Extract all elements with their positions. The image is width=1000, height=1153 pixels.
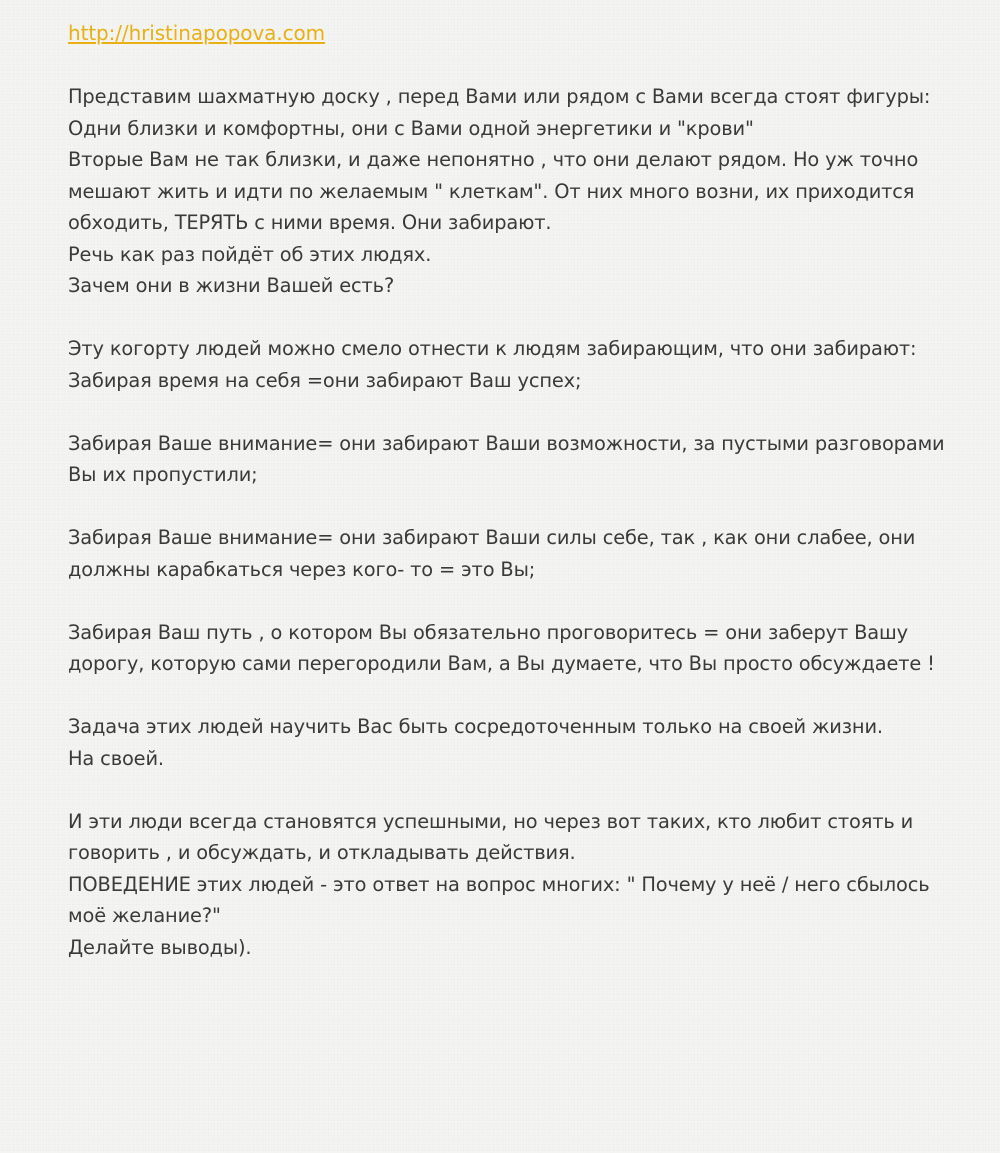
paragraph-opportunities: Забирая Ваше внимание= они забирают Ваши возможности, за пустыми разговорами Вы их пропустили; (68, 431, 945, 486)
paragraph-intro: Представим шахматную доску , перед Вами или рядом с Вами всегда стоят фигуры: Одни близки и комфортны, они с Вами одной энергетики и "крови" Вторые Вам не так близки, и даже непонятно , что они делают рядом. Но уж точно мешают жить и идти по желаемым " клеткам". От них много возни, их приходится обходить, ТЕРЯТЬ с ними время. Они забирают. Речь как раз пойдёт об этих людях. Зачем они в жизни Вашей есть? (68, 85, 931, 297)
paragraph-cohort: Эту когорту людей можно смело отнести к людям забирающим, что они забирают: Забирая время на себя =они забирают Ваш успех; (68, 337, 917, 392)
website-link[interactable]: http://hristinapopova.com (68, 21, 326, 45)
paragraph-conclusion: И эти люди всегда становятся успешными, но через вот таких, кто любит стоять и говорить , и обсуждать, и откладывать действия. ПОВЕДЕНИЕ этих людей - это ответ на вопрос многих: " Почему у неё / него сбылось моё желание?" Делайте выводы). (68, 809, 930, 959)
paragraph-path: Забирая Ваш путь , о котором Вы обязательно проговоритесь = они заберут Вашу дорогу, которую сами перегородили Вам, а Вы думаете, что Вы просто обсуждаете ! (68, 620, 935, 675)
paragraph-task: Задача этих людей научить Вас быть сосредоточенным только на своей жизни. На своей. (68, 715, 883, 770)
paragraph-strength: Забирая Ваше внимание= они забирают Ваши силы себе, так , как они слабее, они должны карабкаться через кого- то = это Вы; (68, 526, 916, 581)
note-body (68, 81, 948, 963)
note-page (68, 18, 948, 963)
